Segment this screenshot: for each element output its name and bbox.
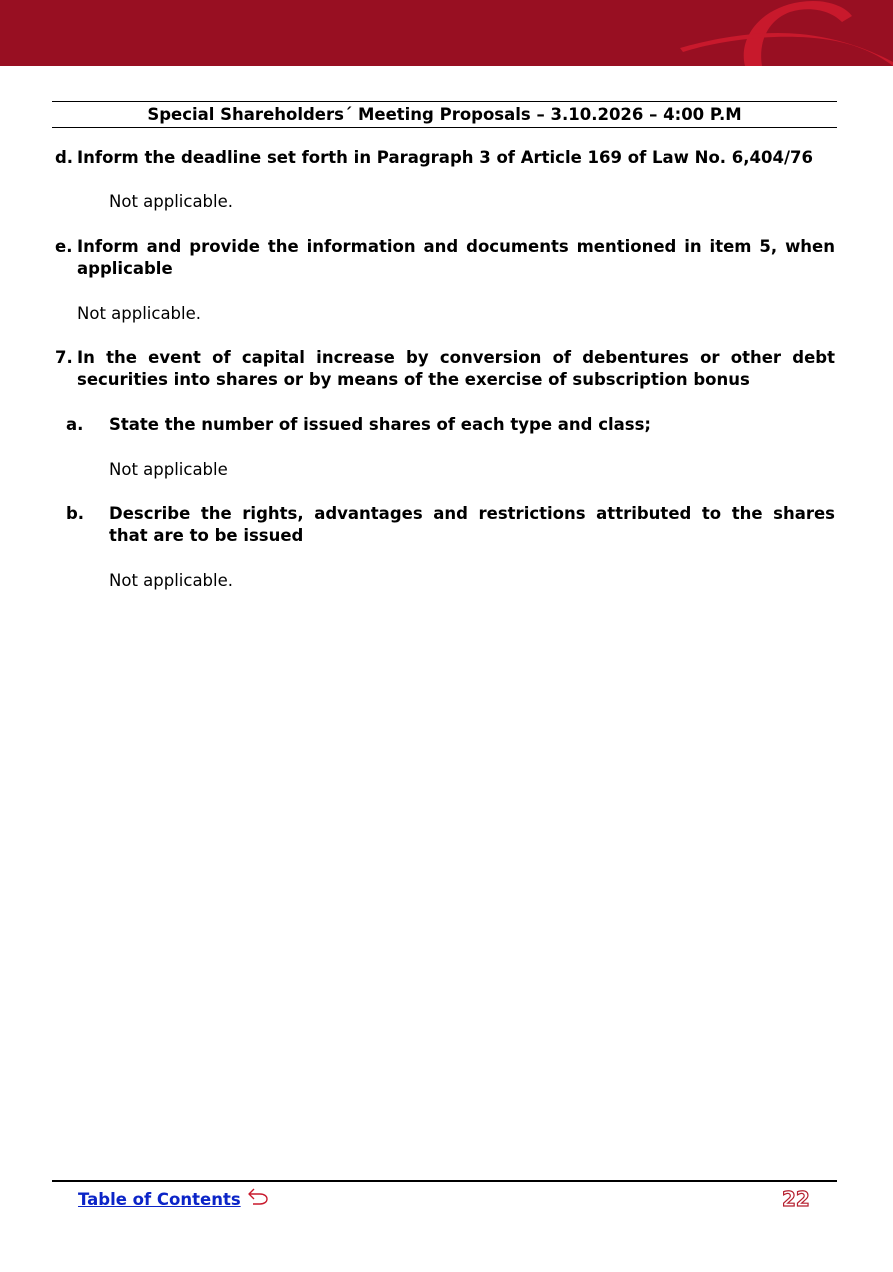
return-arrow-icon[interactable] — [247, 1186, 269, 1206]
subitem-b-marker: b. — [66, 504, 85, 523]
brand-swoosh-logo — [0, 0, 893, 66]
footer-divider — [52, 1180, 837, 1182]
table-of-contents-link[interactable]: Table of Contents — [78, 1190, 241, 1209]
subitem-b-heading — [66, 503, 835, 547]
section-e-answer: Not applicable. — [77, 304, 202, 323]
section-e-heading — [55, 236, 835, 280]
page-number: 22 — [782, 1187, 810, 1211]
section-d-heading — [55, 147, 835, 169]
subitem-b-answer: Not applicable. — [109, 571, 234, 590]
section-d-answer: Not applicable. — [109, 192, 234, 211]
item-7-heading-text: In the event of capital increase by conversion of debentures or other debt securities into shares or by means of the exercise of subscription bonus — [77, 348, 835, 389]
subitem-a-heading-text: State the number of issued shares of each type and class; — [109, 415, 652, 434]
section-e-marker: e. — [55, 237, 73, 256]
section-e-heading-text: Inform and provide the information and documents mentioned in item 5, when applicable — [77, 237, 835, 278]
page-title: Special Shareholders´ Meeting Proposals – 3.10.2026 – 4:00 P.M — [52, 101, 837, 128]
top-banner — [0, 0, 893, 66]
section-d-marker: d. — [55, 148, 74, 167]
item-7-heading — [55, 347, 835, 391]
subitem-a-marker: a. — [66, 415, 84, 434]
subitem-a-heading — [66, 414, 835, 436]
section-d-heading-text: Inform the deadline set forth in Paragraph 3 of Article 169 of Law No. 6,404/76 — [77, 148, 813, 167]
item-7-marker: 7. — [55, 348, 73, 367]
subitem-a-answer: Not applicable — [109, 460, 228, 479]
subitem-b-heading-text: Describe the rights, advantages and restrictions attributed to the shares that are to be issued — [109, 504, 835, 545]
